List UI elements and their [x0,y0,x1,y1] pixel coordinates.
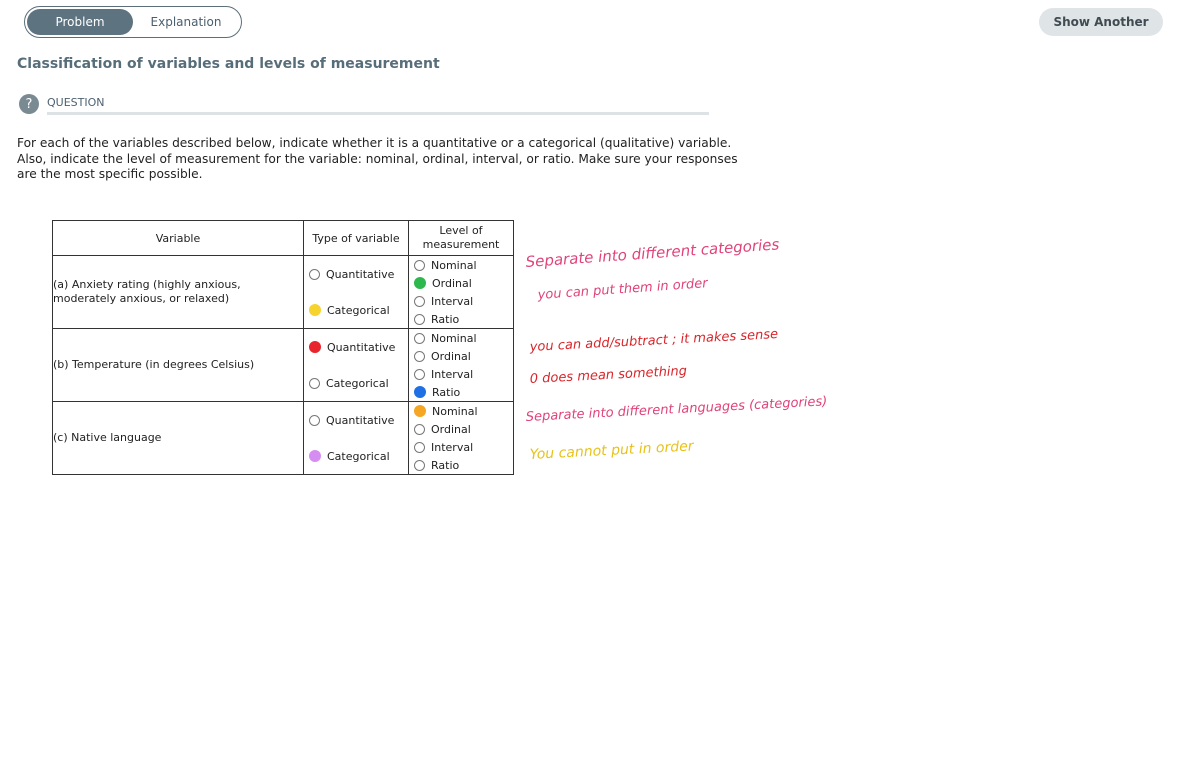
level-option-ordinal[interactable] [409,274,513,292]
table-header-row [53,221,514,256]
radio-button-marked-red[interactable] [309,341,321,353]
question-progress-bar [47,112,709,115]
level-option-ratio[interactable] [409,456,513,474]
option-label: Categorical [327,303,390,317]
level-option-nominal[interactable] [409,329,513,347]
problem-explanation-toggle [24,6,242,38]
radio-button-marked-violet[interactable] [309,450,321,462]
level-option-nominal[interactable] [409,402,513,420]
level-cell-c [409,402,514,475]
radio-button-marked-blue[interactable] [414,386,426,398]
radio-button-marked-yellow[interactable] [309,304,321,316]
show-another-button[interactable]: Show Another [1039,8,1163,36]
variable-cell-c [53,402,304,475]
option-label: Ordinal [432,276,472,290]
radio-button[interactable] [414,260,425,271]
option-label: Interval [431,294,474,308]
level-cell-b [409,329,514,402]
radio-button[interactable] [414,296,425,307]
page-title: Classification of variables and levels of measurement [17,56,440,72]
annotation-separate-categories: Separate into different categories [525,235,780,271]
radio-button[interactable] [414,424,425,435]
radio-button[interactable] [309,415,320,426]
header-type: Type of variable [304,221,409,256]
prompt-line-3: are the most specific possible. [17,167,203,181]
prompt-line-1: For each of the variables described below, indicate whether it is a quantitative or a categorical (qualitative) variable. [17,136,732,150]
radio-button[interactable] [414,333,425,344]
type-cell-a [304,256,409,329]
radio-button[interactable] [309,378,320,389]
question-label: QUESTION [47,96,105,109]
option-label: Quantitative [326,413,395,427]
radio-button[interactable] [414,460,425,471]
table-row [53,329,514,402]
radio-button-marked-green[interactable] [414,277,426,289]
radio-button[interactable] [309,269,320,280]
option-label: Quantitative [327,340,396,354]
option-label: Categorical [326,376,389,390]
level-option-nominal[interactable] [409,256,513,274]
type-cell-b [304,329,409,402]
level-option-ordinal[interactable] [409,420,513,438]
table-row [53,402,514,475]
annotation-cannot-order: You cannot put in order [529,438,694,463]
annotation-put-in-order: you can put them in order [537,276,709,303]
option-label: Ratio [431,458,460,472]
type-option-categorical[interactable] [304,438,408,474]
type-option-quantitative[interactable] [304,402,408,438]
level-option-ratio[interactable] [409,383,513,401]
level-option-interval[interactable] [409,292,513,310]
variable-cell-a [53,256,304,329]
type-option-categorical[interactable] [304,365,408,401]
header-variable: Variable [53,221,304,256]
option-label: Nominal [432,404,478,418]
option-label: Interval [431,367,474,381]
level-cell-a [409,256,514,329]
question-mark-icon: ? [19,94,39,114]
header-level [409,221,514,256]
type-cell-c [304,402,409,475]
level-option-ratio[interactable] [409,310,513,328]
level-option-interval[interactable] [409,438,513,456]
option-label: Categorical [327,449,390,463]
radio-button[interactable] [414,369,425,380]
header-level-line1: Level of [439,224,483,237]
variable-c-line1: (c) Native language [53,431,162,444]
radio-button-marked-orange[interactable] [414,405,426,417]
tab-explanation[interactable]: Explanation [150,15,222,29]
variable-a-line1: (a) Anxiety rating (highly anxious, [53,278,241,291]
handwritten-annotations [520,225,880,485]
option-label: Ratio [432,385,461,399]
type-option-categorical[interactable] [304,292,408,328]
tab-problem[interactable]: Problem [27,9,133,35]
radio-button[interactable] [414,351,425,362]
level-option-ordinal[interactable] [409,347,513,365]
option-label: Interval [431,440,474,454]
annotation-zero-means-something: 0 does mean something [529,363,688,387]
option-label: Nominal [431,331,477,345]
table-row [53,256,514,329]
header-level-line2: measurement [422,238,500,251]
answer-table [52,220,514,475]
variable-b-line1: (b) Temperature (in degrees Celsius) [53,358,255,371]
option-label: Ordinal [431,422,471,436]
option-label: Ratio [431,312,460,326]
option-label: Ordinal [431,349,471,363]
prompt-line-2: Also, indicate the level of measurement for the variable: nominal, ordinal, interval, or ratio. Make sure your responses [17,151,738,166]
option-label: Nominal [431,258,477,272]
variable-cell-b [53,329,304,402]
level-option-interval[interactable] [409,365,513,383]
annotation-separate-languages: Separate into different languages (categories) [525,394,828,425]
radio-button[interactable] [414,442,425,453]
question-prompt [17,136,757,183]
option-label: Quantitative [326,267,395,281]
annotation-add-subtract: you can add/subtract ; it makes sense [529,327,779,355]
type-option-quantitative[interactable] [304,329,408,365]
variable-a-line2: moderately anxious, or relaxed) [53,292,230,305]
radio-button[interactable] [414,314,425,325]
type-option-quantitative[interactable] [304,256,408,292]
